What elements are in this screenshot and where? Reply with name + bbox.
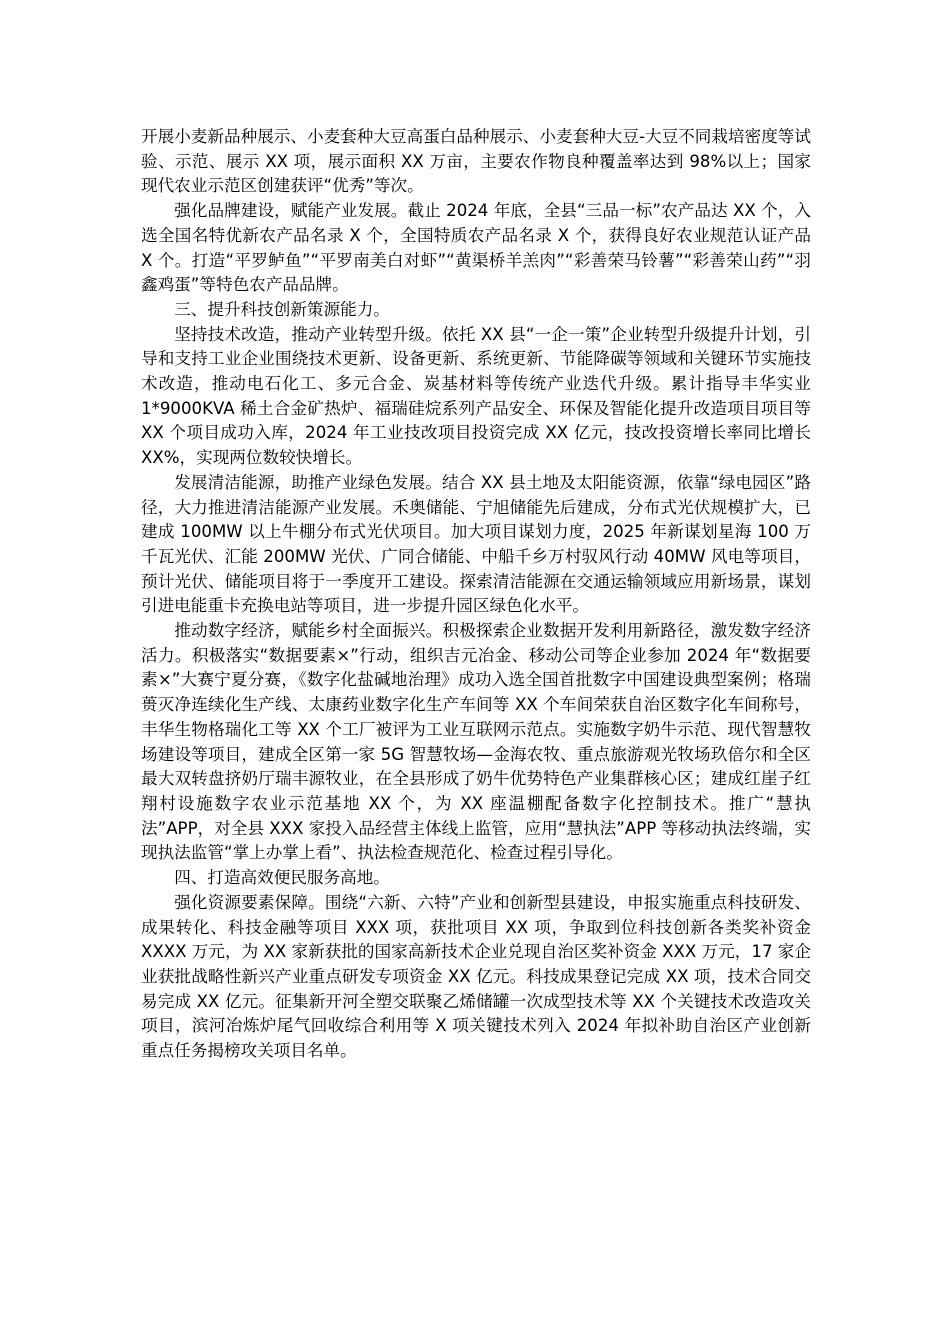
section-heading-3: 三、提升科技创新策源能力。 [174,299,390,319]
section-heading-4: 四、打造高效便民服务高地。 [174,868,390,888]
paragraph-digital-economy: 推动数字经济，赋能乡村全面振兴。积极探索企业数据开发利用新路径，激发数字经济活力。积极落实“数据要素×”行动，组织吉元冶金、移动公司等企业参加 2024 年“数据要素×”大赛宁夏分赛，《数字化盐碱地治理》成功入选全国首批数字中国建设典型案例；格瑞蒉灭净连续化生产线、太康药业数字化生产车间等 XX 个车间荣获自治区数字化车间称号，丰华生物格瑞化工等 XX 个工厂被评为工业互联网示范点。实施数字奶牛示范、现代智慧牧场建设等项目，建成全区第一家 5G 智慧牧场—金海农牧、重点旅游观光牧场玖倍尔和全区最大双转盘挤奶厅瑞丰源牧业，在全县形成了奶牛优势特色产业集群核心区；建成红崖子红翔村设施数字农业示范基地 XX 个，为 XX 座温棚配备数字化控制技术。推广“慧执法”APP，对全县 XXX 家投入品经营主体线上监管，应用“慧执法”APP 等移动执法终端，实现执法监管“掌上办掌上看”、执法检查规范化、检查过程引导化。 [141,621,811,863]
document-page [141,125,811,1064]
paragraph-brand-building: 强化品牌建设，赋能产业发展。截止 2024 年底，全县“三品一标”农产品达 XX 个，入选全国名特优新农产品名录 X 个，全国特质农产品名录 X 个，获得良好农业规范认证产品 X 个。打造“平罗鲈鱼”“平罗南美白对虾”“黄渠桥羊羔肉”“彩善荣马铃薯”“彩善荣山药”“羽鑫鸡蛋”等特色农产品品牌。 [141,201,811,295]
paragraph-resource-support: 强化资源要素保障。围绕“六新、六特”产业和创新型县建设，申报实施重点科技研发、成果转化、科技金融等项目 XXX 项，获批项目 XX 项，争取到位科技创新各类奖补资金 XXXX 万元，为 XX 家新获批的国家高新技术企业兑现自治区奖补资金 XXX 万元，17 家企业获批战略性新兴产业重点研发专项资金 XX 亿元。科技成果登记完成 XX 项，技术合同交易完成 XX 亿元。征集新开河全塑交联聚乙烯储罐一次成型技术等 XX 个关键技术改造攻关项目，滨河冶炼炉尾气回收综合利用等 X 项关键技术列入 2024 年拟补助自治区产业创新重点任务揭榜攻关项目名单。 [141,892,811,1061]
paragraph-clean-energy: 发展清洁能源，助推产业绿色发展。结合 XX 县土地及太阳能资源，依靠“绿电园区”路径，大力推进清洁能源产业发展。禾奥储能、宁旭储能先后建成，分布式光伏规模扩大，已建成 100MW 以上牛棚分布式光伏项目。加大项目谋划力度，2025 年新谋划星海 100 万千瓦光伏、汇能 200MW 光伏、广同合储能、中船千乡万村驭风行动 40MW 风电等项目，预计光伏、储能项目将于一季度开工建设。探索清洁能源在交通运输领域应用新场景，谋划引进电能重卡充换电站等项目，进一步提升园区绿色化水平。 [141,472,811,616]
paragraph-tech-upgrade: 坚持技术改造，推动产业转型升级。依托 XX 县“一企一策”企业转型升级提升计划，引导和支持工业企业围绕技术更新、设备更新、系统更新、节能降碳等领域和关键环节实施技术改造，推动电石化工、多元合金、炭基材料等传统产业迭代升级。累计指导丰华实业 1*9000KVA 稀土合金矿热炉、福瑞硅烷系列产品安全、环保及智能化提升改造项目项目等 XX 个项目成功入库，2024 年工业技改项目投资完成 XX 亿元，技改投资增长率同比增长 XX%，实现两位数较快增长。 [141,324,811,468]
paragraph-seed-demonstration: 开展小麦新品种展示、小麦套种大豆高蛋白品种展示、小麦套种大豆-大豆不同栽培密度等试验、示范、展示 XX 项，展示面积 XX 万亩，主要农作物良种覆盖率达到 98%以上；国家现代农业示范区创建获评“优秀”等次。 [141,127,811,196]
